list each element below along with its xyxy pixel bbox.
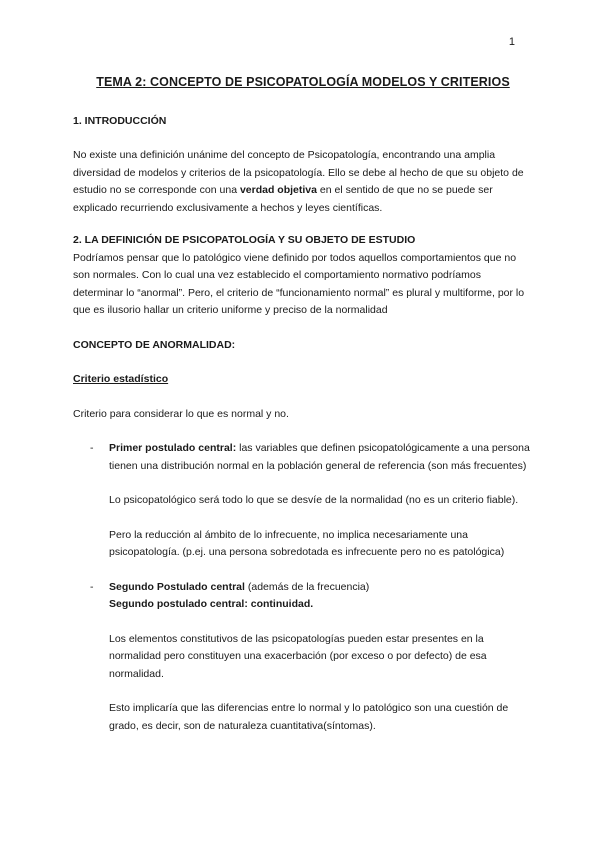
definicion-paragraph: Podríamos pensar que lo patológico viene definido por todos aquellos comportamientos que no son normales. Con lo cual una vez establecido el comportamiento normativo podríamos determinar lo “anormal”. Pero, el criterio de “funcionamiento normal” es plural y multiforme, por lo que es ilusorio hallar un criterio uniforme y preciso de la normalidad bbox=[73, 251, 525, 316]
primer-postulado-p3: Pero la reducción al ámbito de lo infrecuente, no implica necesariamente una psicopatología. (p.ej. una persona sobredotada es infrecuente pero no es patológica) bbox=[109, 528, 505, 558]
segundo-postulado-body: (además de la frecuencia) bbox=[244, 580, 370, 593]
subheading-criterio-estadistico: Criterio estadístico bbox=[73, 373, 169, 385]
segundo-postulado-p3: Esto implicaría que las diferencias entre lo normal y lo patológico son una cuestión de grado, es decir, son de naturaleza cuantitativa(síntomas). bbox=[109, 702, 509, 732]
criterio-intro: Criterio para considerar lo que es normal y no. bbox=[73, 407, 289, 420]
section-heading-introduccion: 1. INTRODUCCIÓN bbox=[73, 114, 167, 127]
primer-postulado-body: las variables que definen psicopatológicamente a una persona tienen una distribución normal en la población general de referencia (son más frecuentes) bbox=[109, 442, 530, 472]
bullet-primer-postulado bbox=[73, 440, 533, 475]
intro-text-end: en el sentido de que no se puede ser explicado recurriendo exclusivamente a hechos y leyes científicas. bbox=[73, 184, 493, 214]
segundo-postulado-text bbox=[109, 579, 533, 597]
primer-postulado-text bbox=[109, 440, 533, 475]
section-heading-definicion: 2. LA DEFINICIÓN DE PSICOPATOLOGÍA Y SU OBJETO DE ESTUDIO bbox=[73, 234, 416, 246]
bullet-dash: - bbox=[90, 580, 94, 593]
bullet-segundo-postulado bbox=[73, 579, 533, 614]
intro-paragraph bbox=[73, 147, 533, 217]
segundo-postulado-p2: Los elementos constitutivos de las psicopatologías pueden estar presentes en la normalidad pero constituyen una exacerbación (por exceso o por defecto) de esa normalidad. bbox=[109, 632, 487, 680]
intro-bold-term: verdad objetiva bbox=[239, 184, 317, 196]
intro-text-start: No existe una definición unánime del concepto de Psicopatología, encontrando una amplia diversidad de modelos y criterios de la psicopatología. Ello se debe al hecho de que su objeto de estudio no se corresponde con una bbox=[73, 149, 524, 196]
section-heading-anormalidad: CONCEPTO DE ANORMALIDAD: bbox=[73, 338, 236, 351]
segundo-postulado-continuidad bbox=[109, 596, 533, 614]
segundo-postulado-label: Segundo Postulado central bbox=[109, 580, 245, 593]
document-title: TEMA 2: CONCEPTO DE PSICOPATOLOGÍA MODELOS Y CRITERIOS bbox=[96, 75, 510, 89]
primer-postulado-p2: Lo psicopatológico será todo lo que se desvíe de la normalidad (no es un criterio fiable). bbox=[109, 494, 519, 506]
primer-postulado-label: Primer postulado central: bbox=[109, 442, 237, 454]
document-body bbox=[73, 74, 533, 735]
bullet-dash: - bbox=[90, 442, 94, 454]
page-number: 1 bbox=[508, 36, 515, 48]
segundo-postulado-continuidad-label: Segundo postulado central: continuidad. bbox=[109, 598, 314, 610]
